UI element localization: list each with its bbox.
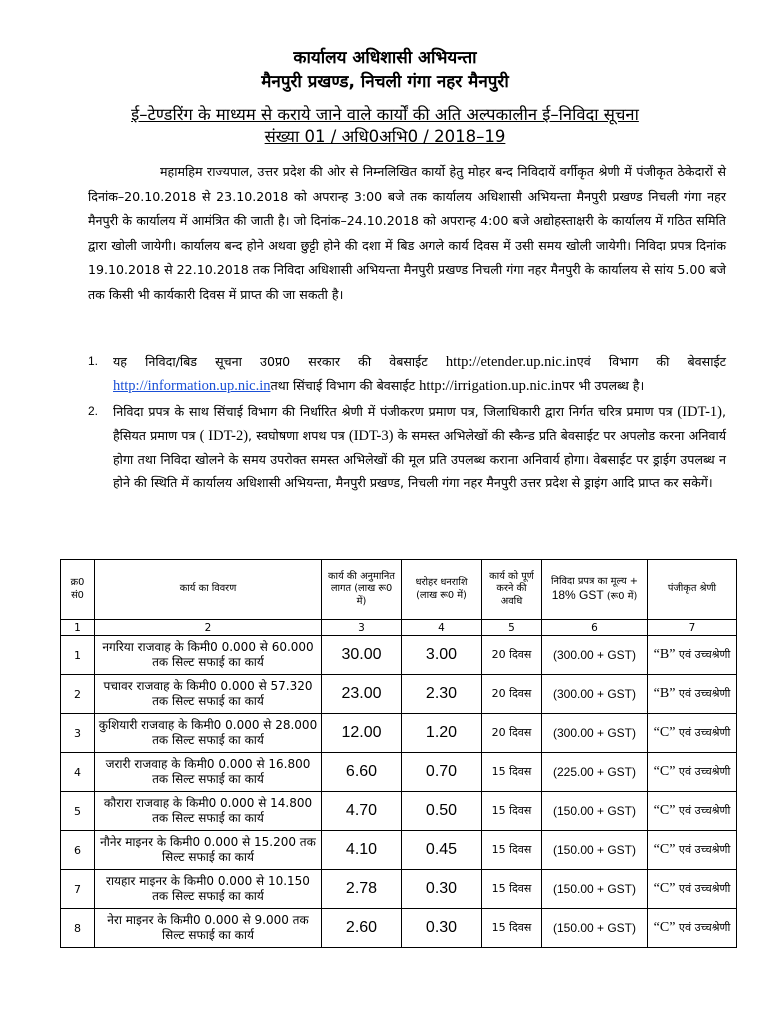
office-name: कार्यालय अधिशासी अभियन्ता — [293, 48, 477, 68]
row-fee: (150.00 + GST) — [542, 831, 648, 870]
table-row — [61, 831, 737, 870]
information-url[interactable]: http://information.up.nic.in — [113, 378, 271, 394]
row-category-text: एवं उच्चश्रेणी — [675, 726, 731, 739]
row-fee: (300.00 + GST) — [542, 636, 648, 675]
row-period: 15 दिवस — [482, 792, 542, 831]
row-sno: 7 — [61, 870, 95, 909]
row-category-class: “C” — [653, 803, 676, 818]
row-sno: 6 — [61, 831, 95, 870]
notice-title: ई–टेण्डरिंग के माध्यम से कराये जाने वाले कार्यों की अति अल्पकालीन ई–निविदा सूचना — [131, 105, 639, 124]
idt3-label: (IDT-3) — [348, 428, 394, 444]
condition-text: तथा सिंचाई विभाग की बेवसाईट — [270, 378, 420, 393]
row-category — [648, 792, 737, 831]
intro-paragraph — [88, 160, 726, 307]
row-sno: 5 — [61, 792, 95, 831]
row-period: 15 दिवस — [482, 909, 542, 948]
row-category-class: “B” — [653, 686, 676, 701]
header-description: कार्य का विवरण — [95, 560, 322, 620]
row-cost: 4.10 — [322, 831, 402, 870]
row-fee: (150.00 + GST) — [542, 792, 648, 831]
row-category-text: एवं उच्चश्रेणी — [675, 921, 731, 934]
table-row — [61, 636, 737, 675]
column-number-row — [61, 620, 737, 636]
header-period: कार्य को पूर्ण करने की अवधि — [482, 560, 542, 620]
row-cost: 12.00 — [322, 714, 402, 753]
row-category-class: “C” — [653, 842, 676, 857]
column-number: 1 — [61, 620, 95, 636]
condition-1 — [88, 350, 726, 398]
condition-text: , हैसियत प्रमाण पत्र — [113, 404, 726, 443]
row-sno: 3 — [61, 714, 95, 753]
row-category — [648, 831, 737, 870]
row-category — [648, 870, 737, 909]
row-cost: 2.78 — [322, 870, 402, 909]
works-table — [60, 559, 737, 948]
row-fee: (150.00 + GST) — [542, 870, 648, 909]
row-deposit: 0.30 — [402, 909, 482, 948]
row-fee: (300.00 + GST) — [542, 675, 648, 714]
row-deposit: 0.50 — [402, 792, 482, 831]
row-fee: (225.00 + GST) — [542, 753, 648, 792]
column-number: 6 — [542, 620, 648, 636]
row-sno: 2 — [61, 675, 95, 714]
column-number: 4 — [402, 620, 482, 636]
table-row — [61, 870, 737, 909]
row-category-text: एवं उच्चश्रेणी — [675, 687, 731, 700]
idt1-label: (IDT-1) — [677, 404, 722, 420]
header-sno: क्र0 सं0 — [61, 560, 95, 620]
row-category-class: “C” — [653, 764, 676, 779]
row-cost: 23.00 — [322, 675, 402, 714]
row-cost: 30.00 — [322, 636, 402, 675]
intro-text: महामहिम राज्यपाल, उत्तर प्रदेश की ओर से निम्नलिखित कार्यो हेतु मोहर बन्द निविदायें वर्गीकृत श्रेणी में पंजीकृत ठेकेदारों से दिनांक–20.10.2018 से 23.10.2018 को अपरान्ह 3:00 बजे तक कार्यालय अधिशासी अभियन्ता मैनपुरी प्रखण्ड निचली गंगा नहर मैनपुरी के कार्यालय में आमंत्रित की जाती है। जो दिनांक–24.10.2018 को अपरान्ह 4:00 बजे अद्योहस्ताक्षरी के कार्यालय में गठित समिति द्वारा खोली जायेगी। कार्यालय बन्द होने अथवा छुट्टी होने की दशा में बिड अगले कार्य दिवस में उसी समय खोली जायेगी। निविदा प्रपत्र दिनांक 19.10.2018 से 22.10.2018 तक निविदा अधिशासी अभियन्ता मैनपुरी प्रखण्ड निचली गंगा नहर मैनपुरी के कार्यालय से सांय 5.00 बजे तक किसी भी कार्यकारी दिवस में प्राप्त की जा सकती है। — [88, 164, 726, 302]
irrigation-url[interactable]: http://irrigation.up.nic.in — [419, 378, 563, 394]
row-category-text: एवं उच्चश्रेणी — [675, 804, 731, 817]
table-row — [61, 714, 737, 753]
row-category-class: “C” — [653, 920, 676, 935]
table-row — [61, 792, 737, 831]
row-category-text: एवं उच्चश्रेणी — [675, 882, 731, 895]
header-fee-text: निविदा प्रपत्र का मूल्य + — [551, 576, 638, 587]
row-fee: (150.00 + GST) — [542, 909, 648, 948]
row-period: 15 दिवस — [482, 831, 542, 870]
row-deposit: 0.30 — [402, 870, 482, 909]
table-row — [61, 753, 737, 792]
row-description: कौरारा राजवाह के किमी0 0.000 से 14.800 तक सिल्ट सफाई का कार्य — [95, 792, 322, 831]
header-category: पंजीकृत श्रेणी — [648, 560, 737, 620]
header-cost: कार्य की अनुमानित लागत (लाख रू0 में) — [322, 560, 402, 620]
row-category-class: “C” — [653, 881, 676, 896]
row-category-class: “B” — [653, 647, 676, 662]
row-deposit: 1.20 — [402, 714, 482, 753]
idt2-label: ( IDT-2) — [199, 428, 249, 444]
header-fee — [542, 560, 648, 620]
row-cost: 4.70 — [322, 792, 402, 831]
row-description: पचावर राजवाह के किमी0 0.000 से 57.320 तक सिल्ट सफाई का कार्य — [95, 675, 322, 714]
row-fee: (300.00 + GST) — [542, 714, 648, 753]
row-deposit: 3.00 — [402, 636, 482, 675]
condition-text: यह निविदा/बिड सूचना उ0प्र0 सरकार की वेबसाईट — [113, 354, 446, 369]
condition-text: पर भी उपलब्ध है। — [562, 378, 645, 393]
row-category-text: एवं उच्चश्रेणी — [675, 765, 731, 778]
row-period: 20 दिवस — [482, 714, 542, 753]
row-category — [648, 675, 737, 714]
header-fee-unit: (रू0 में) — [603, 590, 638, 602]
row-category — [648, 753, 737, 792]
column-number: 3 — [322, 620, 402, 636]
condition-text: , स्वघोषणा शपथ पत्र — [248, 428, 349, 443]
condition-text: निविदा प्रपत्र के साथ सिंचाई विभाग की निर्धारित श्रेणी में पंजीकरण प्रमाण पत्र, जिलाधिकारी द्वारा निर्गत चरित्र प्रमाण पत्र — [113, 404, 678, 419]
column-number: 2 — [95, 620, 322, 636]
row-description: कुशियारी राजवाह के किमी0 0.000 से 28.000 तक सिल्ट सफाई का कार्य — [95, 714, 322, 753]
row-sno: 1 — [61, 636, 95, 675]
row-description: नगरिया राजवाह के किमी0 0.000 से 60.000 तक सिल्ट सफाई का कार्य — [95, 636, 322, 675]
header-deposit: धरोहर धनराशि (लाख रू0 में) — [402, 560, 482, 620]
conditions-list — [88, 350, 726, 494]
row-period: 20 दिवस — [482, 675, 542, 714]
row-cost: 6.60 — [322, 753, 402, 792]
header-fee-gst: 18% GST — [551, 587, 604, 602]
column-number: 5 — [482, 620, 542, 636]
row-deposit: 0.70 — [402, 753, 482, 792]
row-category — [648, 714, 737, 753]
condition-text: एवं विभाग की बेवसाईट — [576, 354, 726, 369]
condition-text: के समस्त अभिलेखों की स्कैन्ड प्रति बेवसाईट पर अपलोड करना अनिवार्य होगा तथा निविदा खोलने के समय उपरोक्त समस्त अभिलेखों की मूल प्रति उपलब्ध कराना अनिवार्य होगा। वेबसाईट पर ड्राईग उपलब्ध न होने की स्थिति में कार्यालय अधिशासी अभियन्ता, मैनपुरी प्रखण्ड, निचली गंगा नहर मैनपुरी उत्तर प्रदेश से ड्राइंग आदि प्राप्त कर सकेगें। — [113, 428, 727, 490]
condition-2 — [88, 400, 726, 494]
condition-number: 2. — [88, 404, 99, 418]
row-deposit: 2.30 — [402, 675, 482, 714]
column-number: 7 — [648, 620, 737, 636]
row-category-text: एवं उच्चश्रेणी — [675, 648, 731, 661]
row-description: नौनेर माइनर के किमी0 0.000 से 15.200 तक सिल्ट सफाई का कार्य — [95, 831, 322, 870]
table-header-row — [61, 560, 737, 620]
row-period: 15 दिवस — [482, 753, 542, 792]
table-row — [61, 675, 737, 714]
office-header — [0, 46, 770, 94]
row-sno: 8 — [61, 909, 95, 948]
table-row — [61, 909, 737, 948]
row-period: 20 दिवस — [482, 636, 542, 675]
row-description: रायहार माइनर के किमी0 0.000 से 10.150 तक सिल्ट सफाई का कार्य — [95, 870, 322, 909]
row-description: जरारी राजवाह के किमी0 0.000 से 16.800 तक सिल्ट सफाई का कार्य — [95, 753, 322, 792]
row-sno: 4 — [61, 753, 95, 792]
row-category-text: एवं उच्चश्रेणी — [675, 843, 731, 856]
row-category — [648, 636, 737, 675]
row-period: 15 दिवस — [482, 870, 542, 909]
row-category-class: “C” — [653, 725, 676, 740]
row-description: नेरा माइनर के किमी0 0.000 से 9.000 तक सिल्ट सफाई का कार्य — [95, 909, 322, 948]
row-cost: 2.60 — [322, 909, 402, 948]
condition-number: 1. — [88, 354, 99, 368]
row-deposit: 0.45 — [402, 831, 482, 870]
row-category — [648, 909, 737, 948]
etender-url[interactable]: http://etender.up.nic.in — [445, 354, 577, 370]
division-name: मैनपुरी प्रखण्ड, निचली गंगा नहर मैनपुरी — [261, 72, 509, 92]
notice-number: संख्या 01 / अधि0अभि0 / 2018–19 — [264, 127, 506, 146]
notice-title-block — [60, 104, 710, 148]
